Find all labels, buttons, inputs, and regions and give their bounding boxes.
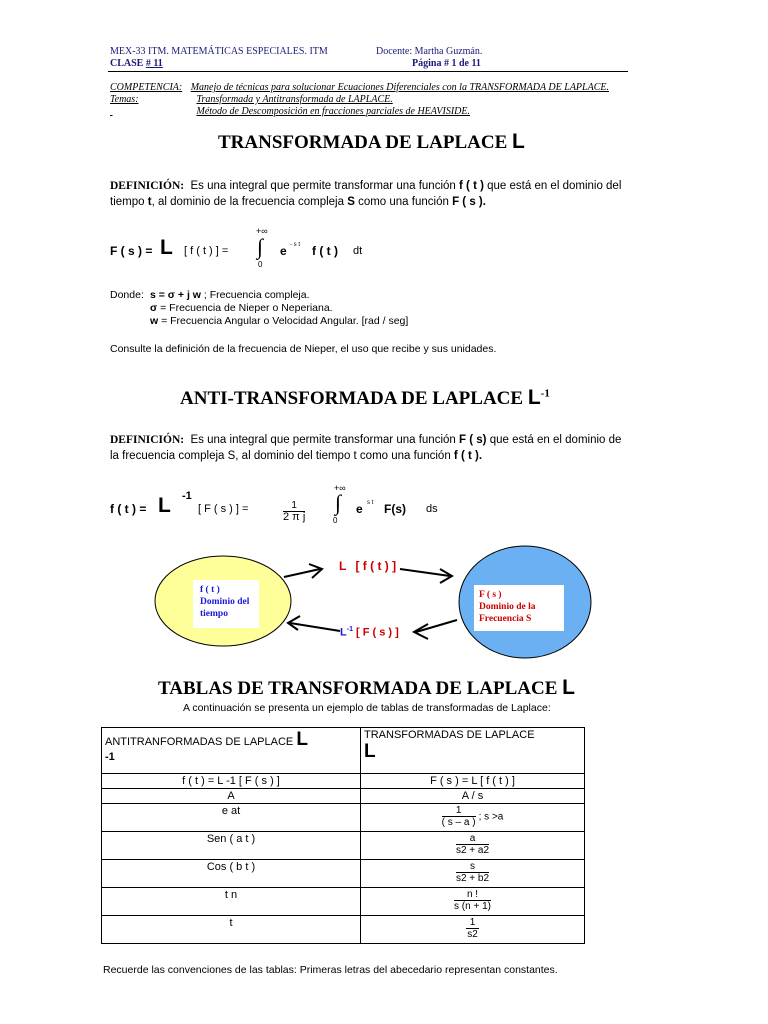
header-transformadas: [361, 728, 585, 774]
fraction-den: s (n + 1): [454, 901, 491, 912]
def-text-2: que está en el dominio del: [487, 180, 622, 192]
donde-sigma-desc: = Frecuencia de Nieper o Neperiana.: [160, 302, 333, 314]
formula2-L: L: [158, 494, 171, 517]
donde-w: w: [150, 315, 159, 327]
definicion-antitransformada: [110, 432, 670, 464]
def-text-5: como una función: [358, 196, 449, 208]
inverse-transform-label: [340, 626, 399, 639]
temas-line-2: [110, 106, 470, 117]
pagina-number: 1: [451, 58, 457, 69]
table-row: [102, 832, 585, 860]
competencia-line: [110, 82, 650, 93]
def-text-1: Es una integral que permite transformar una función: [190, 434, 456, 446]
frequency-domain-label: [479, 589, 535, 625]
def-t: t: [147, 196, 152, 208]
clase-label: CLASE: [110, 58, 144, 69]
row-left: Cos ( b t ): [102, 860, 361, 888]
inverse-arrow-right: [416, 620, 457, 632]
row-right: [361, 832, 585, 860]
forward-arg: [ f ( t ) ]: [355, 559, 397, 573]
freq-label-Fs: F ( s ): [479, 590, 502, 600]
row-left: Sen ( a t ): [102, 832, 361, 860]
laplace-symbol: L: [562, 676, 575, 699]
donde-row-sigma: [110, 302, 408, 315]
fraction-num: 1: [466, 917, 480, 929]
formula-lower: 0: [258, 260, 263, 269]
def-ft: f ( t ): [459, 180, 484, 192]
donde-block: [110, 289, 408, 328]
section-title-antitransformada: [180, 386, 550, 410]
fraction-num: a: [456, 833, 489, 845]
formula2-arg: [ F ( s ) ] =: [198, 503, 249, 515]
row-right: [361, 804, 585, 832]
table-subheader-row: [102, 774, 585, 789]
donde-row-w: [110, 315, 408, 328]
header-left-L: L: [296, 729, 308, 750]
time-label-ft: f ( t ): [200, 585, 220, 595]
donde-s-desc: ; Frecuencia compleja.: [203, 289, 310, 301]
inverse-L: L: [340, 626, 347, 639]
freq-label-line3: Frecuencia S: [479, 614, 532, 624]
title-text: TABLAS DE TRANSFORMADA DE LAPLACE: [158, 678, 558, 699]
formula2-fraction: [283, 500, 305, 523]
inverse-sup: -1: [346, 626, 353, 633]
row-left: e at: [102, 804, 361, 832]
def-text-4: , al dominio de la frecuencia compleja: [151, 196, 344, 208]
header-divider: [108, 71, 628, 72]
def-Fs: F ( s ).: [452, 196, 486, 208]
formula2-num: 1: [283, 500, 305, 512]
formula-dt: dt: [353, 245, 363, 257]
temas-label: Temas:: [110, 94, 139, 105]
table-row: [102, 888, 585, 916]
laplace-table: [101, 727, 585, 944]
header-left-sup: -1: [105, 751, 115, 763]
formula-arg: [ f ( t ) ] =: [184, 245, 229, 257]
fraction-den: s2 + a2: [455, 845, 490, 856]
section-title-transformada: [218, 130, 525, 154]
time-label-line3: tiempo: [200, 609, 228, 619]
formula-integral: ∫: [257, 234, 264, 259]
title-text: TRANSFORMADA DE LAPLACE: [218, 132, 508, 153]
formula2-den: 2 π j: [283, 511, 306, 523]
formula-upper: +∞: [256, 226, 268, 236]
def-text-1: Es una integral que permite transformar una función: [190, 180, 456, 192]
row-left: A: [102, 789, 361, 804]
competencia-text: Manejo de técnicas para solucionar Ecuaciones Diferenciales con la TRANSFORMADA DE LAPLACE.: [190, 82, 609, 93]
table-row: [102, 860, 585, 888]
row-right: [361, 860, 585, 888]
fraction-num: 1: [442, 805, 476, 817]
forward-transform-label: [339, 559, 396, 573]
fraction-den: s2: [467, 929, 478, 940]
docente-label: Docente: Martha Guzmán.: [376, 46, 483, 57]
formula-L: L: [160, 236, 173, 259]
pagina-label: Página #: [412, 58, 449, 69]
title-sup: -1: [540, 387, 550, 400]
table-row: [102, 804, 585, 832]
freq-label-line2: Dominio de la: [479, 602, 536, 612]
course-header: MEX-33 ITM. MATEMÁTICAS ESPECIALES. ITM: [110, 46, 328, 57]
subheader-left: f ( t ) = L -1 [ F ( s ) ]: [102, 774, 361, 789]
clase-number: # 11: [145, 58, 163, 69]
formula2-upper: +∞: [334, 483, 346, 493]
header-left-text: ANTITRANFORMADAS DE LAPLACE: [105, 736, 294, 748]
inverse-arg: [ F ( s ) ]: [356, 626, 399, 639]
def-Fs: F ( s): [459, 434, 487, 446]
table-header-row: [102, 728, 585, 774]
formula2-integral: ∫: [335, 490, 342, 515]
def-label: DEFINICIÓN:: [110, 434, 185, 446]
competencia-label: COMPETENCIA:: [110, 82, 183, 93]
table-row: [102, 916, 585, 944]
formula2-exp: s t: [367, 500, 374, 506]
footer-note: Recuerde las convenciones de las tablas: Primeras letras del abecedario representan constantes.: [103, 964, 558, 976]
tema-1: Transformada y Antitransformada de LAPLACE.: [196, 94, 393, 105]
formula2-ds: ds: [426, 503, 438, 515]
header-antitransformadas: [102, 728, 361, 774]
donde-s: s = σ + j w: [150, 289, 201, 301]
tablas-intro: A continuación se presenta un ejemplo de tablas de transformadas de Laplace:: [183, 702, 551, 714]
formula-lhs: F ( s ) =: [110, 244, 153, 258]
header-right-text: TRANSFORMADAS DE LAPLACE: [364, 729, 535, 741]
def-text-3: tiempo: [110, 196, 145, 208]
fraction-condition: ; s >a: [478, 811, 504, 823]
row-left: t: [102, 916, 361, 944]
temas-line: [110, 94, 393, 105]
row-right: [361, 916, 585, 944]
fraction-den: ( s – a ): [441, 817, 476, 828]
row-right: A / s: [361, 789, 585, 804]
formula-exp: - s t: [290, 242, 300, 248]
tema-spacer: [110, 106, 194, 117]
donde-row-s: [110, 289, 408, 302]
formula-e: e: [280, 244, 287, 258]
table-row: [102, 789, 585, 804]
formula2-e: e: [356, 502, 363, 516]
formula-f: f ( t ): [312, 244, 338, 258]
def-ft: f ( t ).: [453, 450, 483, 462]
row-left: t n: [102, 888, 361, 916]
laplace-symbol: L: [527, 386, 541, 409]
def-text-3: la frecuencia compleja S, al dominio del tiempo t como una función: [110, 450, 451, 462]
fraction-num: s: [456, 861, 489, 873]
donde-w-desc: = Frecuencia Angular o Velocidad Angular. [rad / seg]: [161, 315, 409, 327]
laplace-symbol: L: [512, 130, 525, 153]
definicion-transformada: [110, 178, 670, 210]
section-title-tablas: [158, 676, 575, 700]
tema-2: Método de Descomposición en fracciones parciales de HEAVISIDE.: [196, 106, 471, 117]
donde-sigma: σ: [150, 302, 158, 314]
consulte-text: Consulte la definición de la frecuencia de Nieper, el uso que recibe y sus unidades.: [110, 343, 497, 355]
formula2-sup: -1: [182, 490, 192, 502]
def-label: DEFINICIÓN:: [110, 180, 185, 192]
forward-L: L: [339, 559, 347, 573]
fraction-den: s2 + b2: [455, 873, 490, 884]
title-text: ANTI-TRANSFORMADA DE LAPLACE: [180, 388, 524, 409]
row-right: [361, 888, 585, 916]
time-domain-label: [200, 584, 249, 620]
def-S: S: [347, 196, 355, 208]
pagina-total: de 11: [458, 58, 481, 69]
formula2-lower: 0: [333, 516, 338, 525]
def-text-2: que está en el dominio de: [489, 434, 622, 446]
formula2-F: F(s): [384, 502, 406, 516]
donde-label: Donde:: [110, 289, 144, 301]
time-label-line2: Dominio del: [200, 597, 250, 607]
header-right-L: L: [364, 741, 376, 762]
fraction-num: n !: [454, 889, 491, 901]
pagina-line: [412, 58, 481, 69]
clase-line: [110, 58, 163, 69]
subheader-right: F ( s ) = L [ f ( t ) ]: [361, 774, 585, 789]
formula2-lhs: f ( t ) =: [110, 502, 147, 516]
